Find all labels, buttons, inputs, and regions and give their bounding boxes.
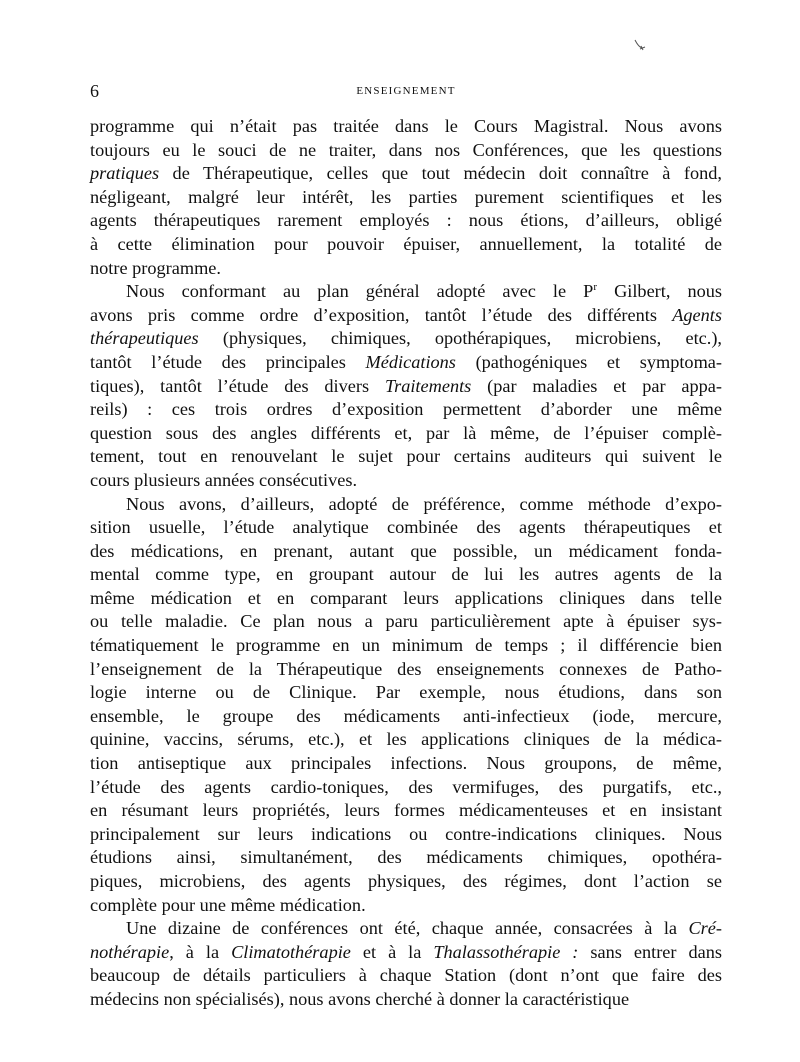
text-line — [90, 327, 722, 351]
text-run: étudions ainsi, simultanément, des médicaments chimiques, opothéra- — [90, 847, 722, 868]
text-run: de Thérapeutique, celles que tout médecin doit connaître à fond, — [159, 163, 722, 184]
page-number: 6 — [90, 81, 99, 101]
emphasis: nothérapie — [90, 941, 170, 962]
text-run: piques, microbiens, des agents physiques, des régimes, dont l’action se — [90, 871, 722, 891]
text-line — [90, 445, 722, 469]
text-run: principalement sur leurs indications ou contre-indications cliniques. Nous — [90, 823, 722, 844]
text-run: Gilbert, nous — [597, 281, 722, 302]
text-line — [90, 964, 722, 988]
text-run: sition usuelle, l’étude analytique combinée des agents thérapeutiques et — [90, 517, 722, 538]
text-run: sans entrer dans — [578, 941, 722, 962]
text-line — [90, 894, 722, 918]
paragraph — [90, 115, 722, 280]
text-line — [90, 705, 722, 729]
paragraph — [90, 917, 722, 1011]
text-run: l’étude des agents cardio-toniques, des vermifuges, des purgatifs, etc., — [90, 776, 722, 797]
text-line — [90, 752, 722, 776]
text-run: quinine, vaccins, sérums, etc.), et les applications cliniques de la médica- — [90, 729, 722, 750]
paragraph — [90, 280, 722, 492]
text-line — [90, 799, 722, 823]
emphasis: Cré- — [688, 918, 722, 939]
text-run: tiques), tantôt l’étude des divers — [90, 375, 385, 396]
emphasis: pratiques — [90, 163, 160, 184]
text-run: question sous des angles différents et, par là même, de l’épuiser complè- — [90, 422, 722, 443]
text-run: même médication et en comparant leurs applications cliniques dans telle — [90, 587, 722, 608]
running-title: ENSEIGNEMENT — [356, 85, 456, 97]
text-run: tement, tout en renouvelant le sujet pour certains auditeurs qui suivent le — [90, 446, 722, 467]
text-run: avons pris comme ordre d’exposition, tantôt l’étude des différents — [90, 304, 673, 325]
text-line — [90, 776, 722, 800]
text-line — [90, 658, 722, 682]
text-line — [90, 634, 722, 658]
text-run: beaucoup de détails particuliers à chaque Station (dont n’ont que faire des — [90, 965, 722, 986]
text-line — [90, 823, 722, 847]
paragraph — [90, 493, 722, 918]
text-run: Nous conformant au plan général adopté avec le P — [126, 281, 594, 302]
text-run: reils) : ces trois ordres d’exposition permettent d’aborder une même — [90, 399, 722, 420]
text-run: (physiques, chimiques, opothérapiques, microbiens, etc.), — [198, 328, 722, 349]
text-line — [90, 587, 722, 611]
text-line — [90, 280, 722, 304]
text-line — [90, 162, 722, 186]
text-line — [90, 304, 722, 328]
emphasis: Thalassothérapie : — [433, 941, 579, 962]
text-line — [90, 115, 722, 139]
text-line — [90, 870, 722, 894]
text-run: logie interne ou de Clinique. Par exemple, nous étudions, dans son — [90, 682, 722, 703]
text-run: tématiquement le programme en un minimum de temps ; il différencie bien — [90, 635, 722, 656]
text-run: médecins non spécialisés), nous avons cherché à donner la caractéristique — [90, 988, 630, 1009]
text-run: à cette élimination pour pouvoir épuiser, annuellement, la totalité de — [90, 233, 722, 254]
text-line — [90, 233, 722, 257]
text-run: programme qui n’était pas traitée dans le Cours Magistral. Nous avons — [90, 116, 722, 136]
text-run: négligeant, malgré leur intérêt, les parties purement scientifiques et les — [90, 186, 722, 207]
text-line — [90, 469, 722, 493]
text-line — [90, 610, 722, 634]
text-run: Nous avons, d’ailleurs, adopté de préférence, comme méthode d’expo- — [126, 493, 722, 514]
text-run: Une dizaine de conférences ont été, chaque année, consacrées à la — [126, 918, 689, 939]
text-line — [90, 186, 722, 210]
text-line — [90, 540, 722, 564]
text-line — [90, 493, 722, 517]
text-line — [90, 563, 722, 587]
text-line — [90, 728, 722, 752]
body-text — [90, 115, 722, 1012]
emphasis: Climatothérapie — [231, 941, 351, 962]
text-run: complète pour une même médication. — [90, 894, 366, 915]
text-line — [90, 988, 722, 1012]
ink-mark — [633, 38, 647, 52]
text-run: notre programme. — [90, 257, 221, 278]
text-line — [90, 846, 722, 870]
text-run: ensemble, le groupe des médicaments anti-infectieux (iode, mercure, — [90, 705, 722, 726]
text-line — [90, 257, 722, 281]
text-run: agents thérapeutiques rarement employés : nous étions, d’ailleurs, obligé — [90, 210, 722, 231]
text-run: (pathogéniques et symptoma- — [455, 351, 722, 372]
text-line — [90, 516, 722, 540]
text-line — [90, 941, 722, 965]
text-run: , à la — [169, 941, 232, 962]
text-line — [90, 681, 722, 705]
text-run: ou telle maladie. Ce plan nous a paru particulièrement apte à épuiser sys- — [90, 611, 722, 632]
emphasis: Médications — [365, 351, 456, 372]
emphasis: Traitements — [384, 375, 472, 396]
text-line — [90, 351, 722, 375]
text-line — [90, 375, 722, 399]
text-run: l’enseignement de la Thérapeutique des enseignements connexes de Patho- — [90, 658, 722, 679]
text-run: (par maladies et par appa- — [471, 375, 722, 396]
page-header — [90, 80, 722, 102]
text-run: mental comme type, en groupant autour de lui les autres agents de la — [90, 564, 722, 585]
text-run: des médications, en prenant, autant que possible, un médicament fonda- — [90, 540, 722, 561]
text-run: et à la — [350, 941, 434, 962]
text-run: tantôt l’étude des principales — [90, 351, 366, 372]
text-run: cours plusieurs années consécutives. — [90, 469, 358, 490]
text-run: toujours eu le souci de ne traiter, dans nos Conférences, que les questions — [90, 139, 722, 160]
text-line — [90, 139, 722, 163]
text-run: tion antiseptique aux principales infections. Nous groupons, de même, — [90, 753, 722, 774]
text-line — [90, 398, 722, 422]
text-line — [90, 209, 722, 233]
emphasis: Agents — [672, 304, 722, 325]
text-line — [90, 917, 722, 941]
text-line — [90, 422, 722, 446]
text-run: en résumant leurs propriétés, leurs formes médicamenteuses et en insistant — [90, 800, 722, 821]
superscript: r — [593, 281, 598, 294]
emphasis: thérapeutiques — [90, 328, 199, 349]
